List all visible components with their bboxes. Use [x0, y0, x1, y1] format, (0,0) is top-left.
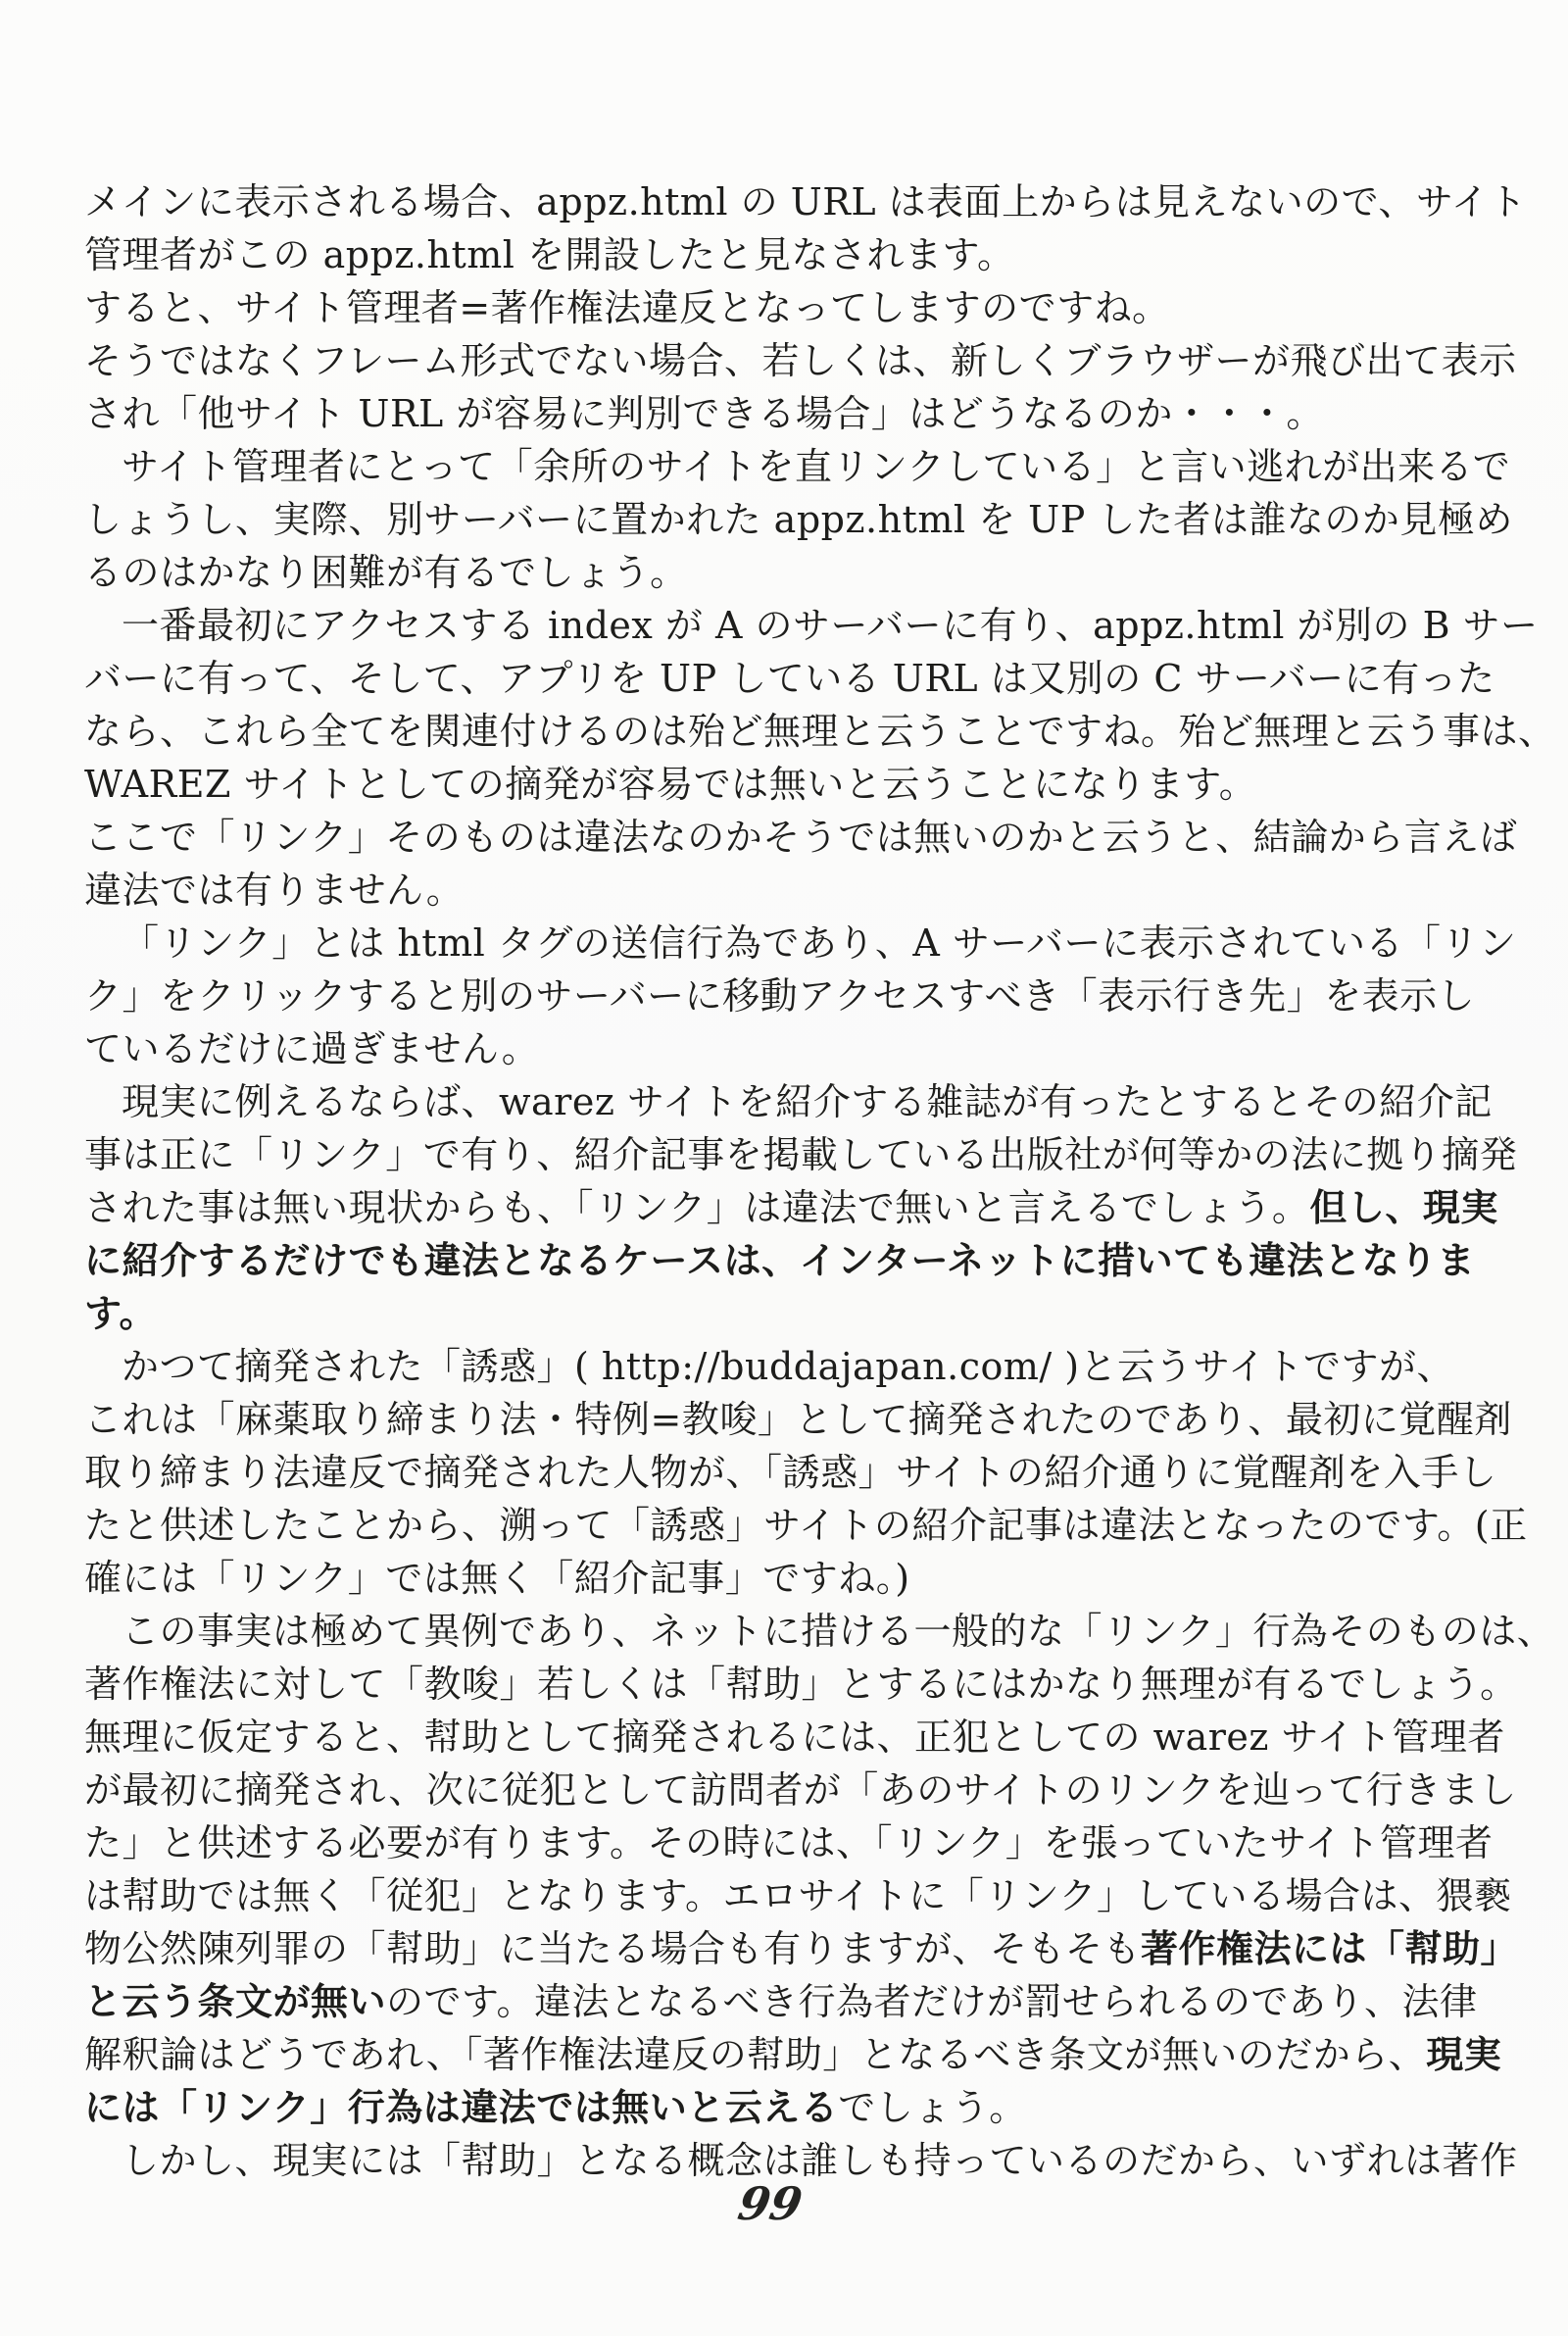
text-segment: 管理者がこの appz.html を開設したと見なされます。 [84, 233, 1015, 276]
text-segment: しょうし、実際、別サーバーに置かれた appz.html を UP した者は誰なのか見極め [84, 498, 1513, 541]
text-segment: そうではなくフレーム形式でない場合、若しくは、新しくブラウザーが飛び出て表示 [84, 339, 1517, 382]
text-line [84, 811, 1518, 864]
text-line [84, 175, 1527, 228]
text-line [84, 1022, 1456, 1075]
text-segment: 著作権法に対して「教唆」若しくは「幇助」とするにはかなり無理が有るでしょう。 [84, 1663, 1518, 1706]
text-line [84, 917, 1517, 969]
emphasized-text-segment: す。 [84, 1292, 157, 1335]
text-segment: ここで「リンク」そのものは違法なのかそうでは無いのかと云うと、結論から言えば [84, 816, 1518, 859]
text-segment: 事は正に「リンク」で有り、紹介記事を掲載している出版社が何等かの法に拠り摘発 [84, 1133, 1518, 1176]
text-line [84, 440, 1511, 493]
text-line [84, 281, 1456, 334]
text-line [84, 1234, 1476, 1287]
text-segment: しかし、現実には「幇助」となる概念は誰しも持っているのだから、いずれは著作 [122, 2139, 1518, 2182]
text-line [84, 1181, 1498, 1234]
text-line [84, 2028, 1502, 2081]
text-line [84, 1605, 1555, 1658]
text-segment: バーに有って、そして、アプリを UP している URL は又別の C サーバーに有った [84, 657, 1495, 700]
emphasized-text-segment: 著作権法には「幇助」 [1141, 1927, 1519, 1970]
text-line [84, 705, 1556, 758]
text-segment: 物公然陳列罪の「幇助」に当たる場合も有りますが、そもそも [84, 1927, 1142, 1970]
text-segment: これは「麻薬取り締まり法・特例=教唆」として摘発されたのであり、最初に覚醒剤 [84, 1398, 1512, 1441]
text-line [84, 2081, 1456, 2134]
text-segment: のです。違法となるべき行為者だけが罰せられるのであり、法律 [386, 1980, 1478, 2023]
text-segment: された事は無い現状からも、「リンク」は違法で無いと言えるでしょう。 [84, 1186, 1310, 1229]
text-segment: ク」をクリックすると別のサーバーに移動アクセスすべき「表示行き先」を表示し [84, 974, 1476, 1018]
emphasized-text-segment: 現実 [1426, 2033, 1502, 2076]
text-line [84, 228, 1456, 281]
text-segment: た」と供述する必要が有ります。その時には、「リンク」を張っていたサイト管理者 [84, 1821, 1494, 1864]
text-segment: サイト管理者にとって「余所のサイトを直リンクしている」と言い逃れが出来るで [122, 445, 1511, 488]
text-segment: 解釈論はどうであれ、「著作権法違反の幇助」となるべき条文が無いのだから、 [84, 2033, 1427, 2076]
text-line [84, 1764, 1517, 1816]
text-line [84, 1711, 1505, 1764]
text-segment: たと供述したことから、溯って「誘惑」サイトの紹介記事は違法となったのです。(正 [84, 1504, 1528, 1547]
text-line [84, 1869, 1512, 1922]
text-line [84, 1816, 1494, 1869]
text-line [84, 758, 1456, 811]
text-line [84, 1128, 1518, 1181]
emphasized-text-segment: に紹介するだけでも違法となるケースは、インターネットに措いても違法となりま [84, 1239, 1476, 1282]
text-line [84, 1287, 1456, 1340]
text-segment: この事実は極めて異例であり、ネットに措ける一般的な「リンク」行為そのものは、 [122, 1610, 1555, 1653]
text-line [84, 387, 1456, 440]
text-line [84, 1975, 1478, 2028]
text-line [84, 1499, 1528, 1552]
text-line [84, 1552, 1456, 1605]
text-line [84, 652, 1495, 705]
body-text-block [84, 175, 1556, 2187]
text-segment: WAREZ サイトとしての摘発が容易では無いと云うことになります。 [84, 763, 1257, 806]
text-line [84, 493, 1513, 546]
page-number: 99 [734, 2177, 807, 2230]
text-segment: ているだけに過ぎません。 [84, 1027, 540, 1070]
text-segment: は幇助では無く「従犯」となります。エロサイトに「リンク」している場合は、猥褻 [84, 1874, 1512, 1917]
text-segment: メインに表示される場合、appz.html の URL は表面上からは見えないので、サイト [84, 180, 1527, 224]
emphasized-text-segment: には「リンク」行為は違法では無いと云える [84, 2086, 839, 2129]
text-segment: 一番最初にアクセスする index が A のサーバーに有り、appz.html が別の B サー [122, 604, 1539, 647]
text-line [84, 1393, 1512, 1446]
text-segment: が最初に摘発され、次に従犯として訪問者が「あのサイトのリンクを辿って行きまし [84, 1768, 1517, 1812]
emphasized-text-segment: と云う条文が無い [84, 1980, 387, 2023]
text-line [84, 969, 1476, 1022]
text-line [84, 1922, 1519, 1975]
text-segment: なら、これら全てを関連付けるのは殆ど無理と云うことですね。殆ど無理と云う事は、 [84, 710, 1556, 753]
text-line [84, 1658, 1518, 1711]
text-line [84, 1075, 1493, 1128]
text-segment: すると、サイト管理者=著作権法違反となってしますのですね。 [84, 286, 1170, 329]
text-segment: され「他サイト URL が容易に判別できる場合」はどうなるのか・・・。 [84, 392, 1324, 435]
text-line [84, 599, 1539, 652]
text-line [84, 864, 1456, 917]
text-segment: かつて摘発された「誘惑」( http://buddajapan.com/ )と云うサイトですが、 [122, 1345, 1454, 1388]
text-line [84, 1340, 1456, 1393]
text-segment: 確には「リンク」では無く「紹介記事」ですね。) [84, 1557, 910, 1600]
text-line [84, 1446, 1497, 1499]
text-segment: 違法では有りません。 [84, 869, 465, 912]
text-segment: 「リンク」とは html タグの送信行為であり、A サーバーに表示されている「リン [122, 921, 1517, 965]
text-line [84, 546, 1456, 599]
text-segment: 現実に例えるならば、warez サイトを紹介する雑誌が有ったとするとその紹介記 [122, 1080, 1493, 1123]
text-segment: 取り締まり法違反で摘発された人物が、「誘惑」サイトの紹介通りに覚醒剤を入手し [84, 1451, 1497, 1494]
text-segment: 無理に仮定すると、幇助として摘発されるには、正犯としての warez サイト管理者 [84, 1715, 1505, 1759]
text-segment: でしょう。 [838, 2086, 1027, 2129]
emphasized-text-segment: 但し、現実 [1309, 1186, 1498, 1229]
text-segment: るのはかなり困難が有るでしょう。 [84, 551, 688, 594]
text-line [84, 334, 1517, 387]
